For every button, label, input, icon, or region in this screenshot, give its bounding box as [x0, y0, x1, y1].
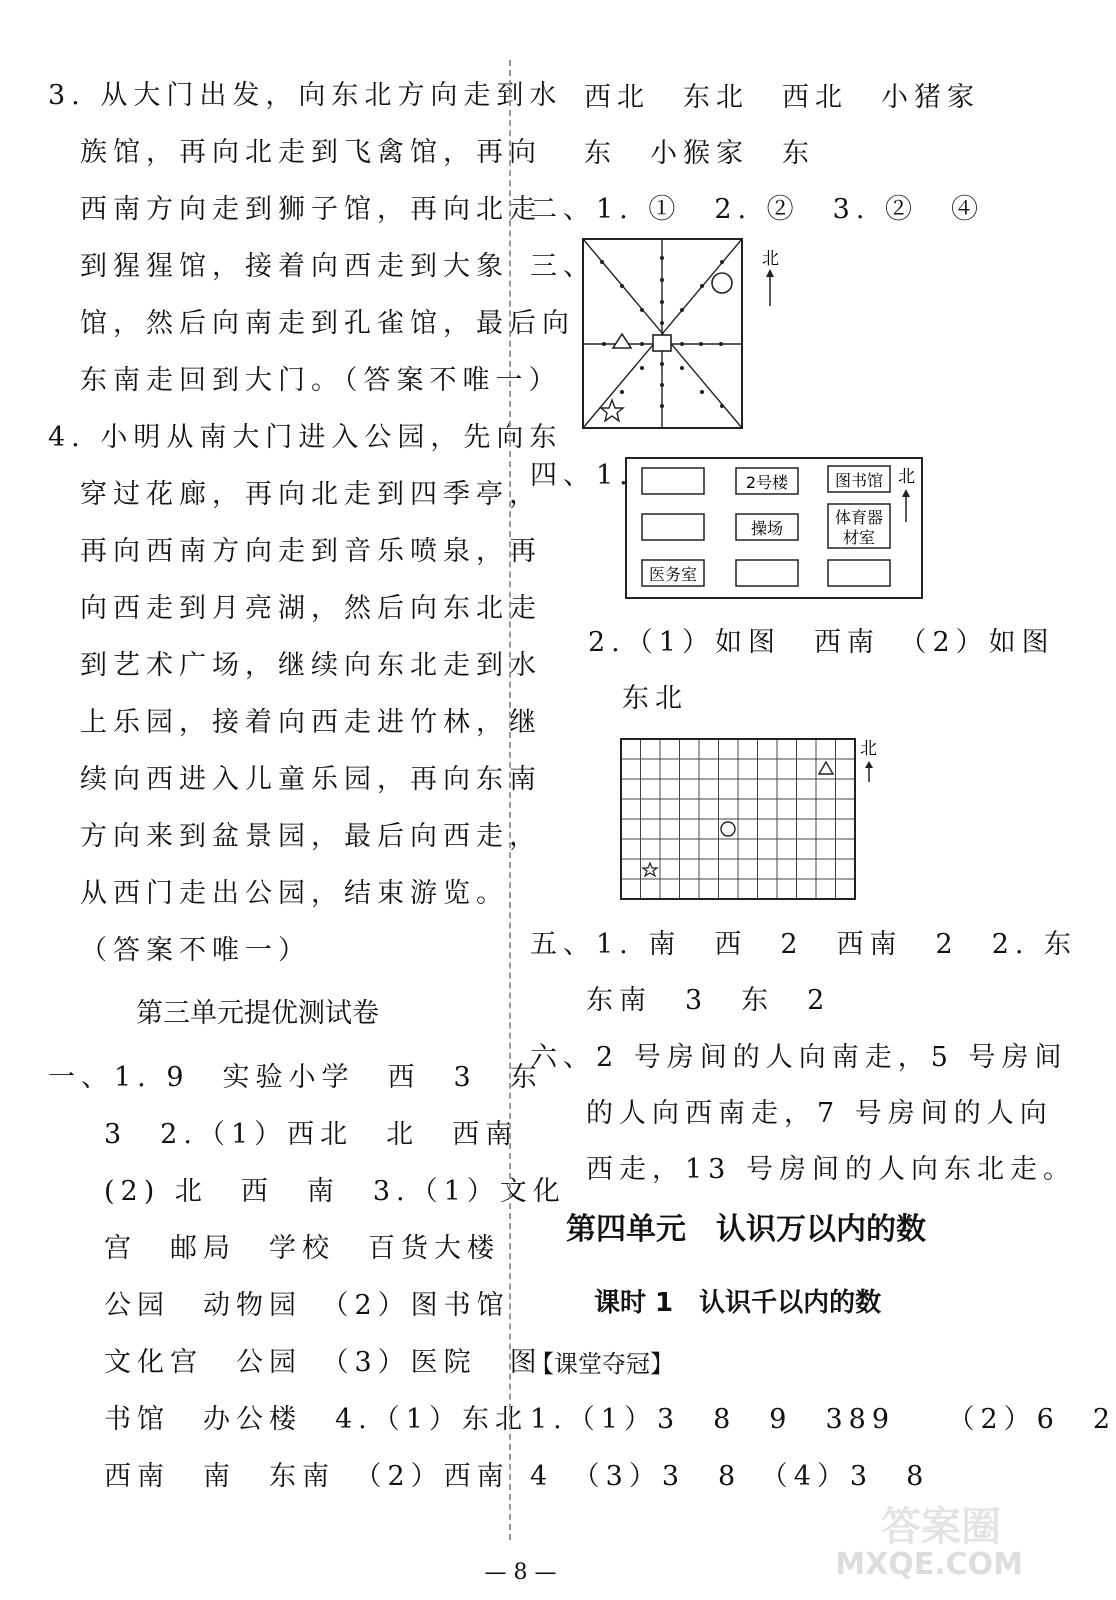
answer-line: 上乐园，接着向西走进竹林，继	[80, 707, 542, 738]
north-arrowhead	[902, 489, 910, 497]
answer-line: 东北	[622, 683, 688, 714]
answer-line: 从西门走出公园，结束游览。	[80, 878, 509, 909]
map-blank	[642, 468, 704, 494]
watermark-logo: 答案圈	[881, 1504, 1001, 1550]
answer-line: 3. 从大门出发，向东北方向走到水	[48, 80, 563, 111]
map-label: 2号楼	[745, 473, 789, 492]
section-title: 第三单元提优测试卷	[136, 998, 379, 1029]
watermark-url: MXQE.COM	[835, 1547, 1023, 1582]
answer-line: 四、1.	[530, 460, 634, 491]
compass-diagram	[580, 236, 790, 432]
answer-line: 续向西进入儿童乐园，再向东南	[80, 764, 542, 795]
answer-line: 东南 3 东 2	[586, 985, 831, 1016]
bracket-label: 【课堂夺冠】	[530, 1350, 674, 1378]
map-label: 体育器	[834, 508, 884, 527]
answer-line: 西南方向走到狮子馆，再向北走	[80, 194, 542, 225]
answer-line: 书馆 办公楼 4.（1）东北	[104, 1404, 528, 1435]
answer-line: 馆，然后向南走到孔雀馆，最后向	[80, 308, 575, 339]
map-blank	[736, 560, 798, 586]
answer-line: 西北 东北 西北 小猪家	[584, 82, 980, 113]
answer-line: 的人向西南走，7 号房间的人向	[586, 1098, 1053, 1129]
answer-line: 3 2.（1）西北 北 西南	[104, 1119, 519, 1150]
north-label: 北	[860, 739, 877, 759]
column-divider	[509, 60, 511, 1540]
answer-line: 一、1. 9 实验小学 西 3 东	[48, 1062, 543, 1093]
star-mark	[643, 863, 657, 876]
answer-line: 到猩猩馆，接着向西走到大象	[80, 251, 509, 282]
answer-line: 2.（1）如图 西南 （2）如图	[588, 627, 1055, 658]
circle-mark	[712, 273, 732, 293]
answer-line: 4. 小明从南大门进入公园，先向东	[48, 422, 563, 453]
map-blank	[828, 560, 890, 586]
map-label: 医务室	[648, 565, 698, 584]
grid-diagram	[618, 736, 888, 904]
answer-line: 东南走回到大门。（答案不唯一）	[80, 365, 562, 396]
answer-line: 五、1. 南 西 2 西南 2 2. 东	[530, 929, 1078, 960]
answer-line: 方向来到盆景园，最后向西走，	[80, 821, 542, 852]
north-label: 北	[762, 249, 779, 269]
grid-lines	[621, 739, 855, 899]
answer-line: 族馆，再向北走到飞禽馆，再向	[80, 137, 542, 168]
answer-line: 再向西南方向走到音乐喷泉，再	[80, 536, 542, 567]
answer-line: 穿过花廊，再向北走到四季亭，	[80, 479, 542, 510]
north-label: 北	[898, 467, 915, 487]
answer-line: 西南 南 东南 （2）西南	[104, 1461, 510, 1492]
answer-line: 六、2 号房间的人向南走，5 号房间	[530, 1042, 1068, 1073]
answer-line: 向西走到月亮湖，然后向东北走	[80, 593, 542, 624]
triangle-mark	[613, 334, 631, 348]
answer-line: 二、1. ① 2. ② 3. ② ④	[530, 194, 985, 225]
answer-line: 文化宫 公园 （3）医院 图	[104, 1347, 543, 1378]
answer-line: 西走，13 号房间的人向东北走。	[586, 1154, 1076, 1185]
map-blank	[642, 514, 704, 540]
answer-line: 公园 动物园 （2）图书馆	[104, 1290, 510, 1321]
answer-line: （答案不唯一）	[80, 935, 311, 966]
map-label: 操场	[750, 519, 784, 538]
page-number: — 8 —	[484, 1560, 557, 1585]
answer-line: (2) 北 西 南 3.（1）文化	[104, 1176, 566, 1207]
answer-line: 到艺术广场，继续向东北走到水	[80, 650, 542, 681]
north-arrowhead	[865, 761, 873, 768]
north-arrowhead	[766, 269, 774, 277]
answer-line: 三、	[530, 251, 596, 282]
answer-line: 宫 邮局 学校 百货大楼	[104, 1233, 500, 1264]
answer-line: 东 小猴家 东	[584, 138, 815, 169]
circle-mark	[721, 822, 735, 836]
unit4-title: 第四单元 认识万以内的数	[566, 1212, 926, 1247]
answer-line: 1.（1）3 8 9 389 （2）6 2	[530, 1404, 1116, 1435]
triangle-mark	[819, 762, 833, 774]
answer-line: 4 （3）3 8 （4）3 8	[530, 1461, 930, 1492]
lesson-title: 课时 1 认识千以内的数	[594, 1288, 882, 1318]
school-map	[622, 454, 928, 602]
map-label: 图书馆	[834, 471, 884, 490]
center-house	[653, 335, 671, 351]
map-label: 材室	[842, 528, 876, 547]
